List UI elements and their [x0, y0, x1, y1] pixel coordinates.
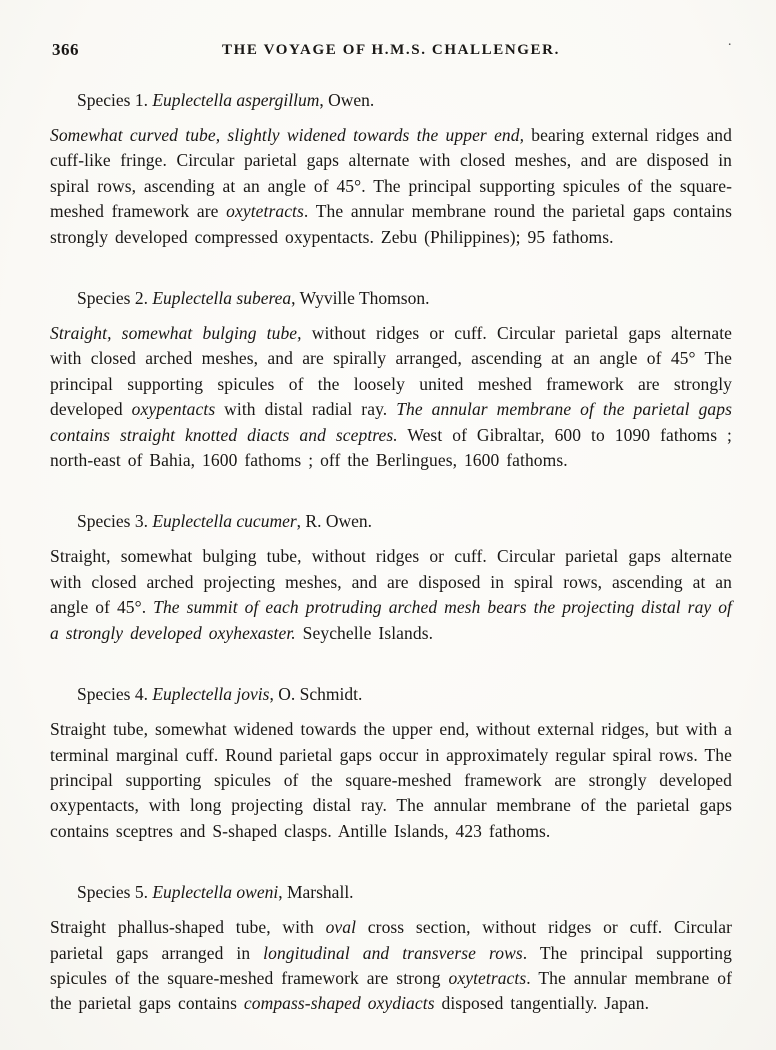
species-section-4 [50, 682, 732, 844]
species-description: Somewhat curved tube, slightly widened towards the upper end, bearing external ridges and cuff-like fringe. Circular parietal gaps alternate with closed meshes, and are disposed in spiral rows, ascending at an angle of 45°. The principal supporting spicules of the square-meshed framework are oxytetracts. The annular membrane round the parietal gaps contains strongly developed compressed oxypentacts. Zebu (Philippines); 95 fathoms. [50, 125, 732, 247]
species-heading: Species 1. Euplectella aspergillum, Owen. [77, 90, 375, 110]
species-section-1 [50, 88, 732, 250]
species-heading: Species 5. Euplectella oweni, Marshall. [77, 882, 354, 903]
species-description: Straight, somewhat bulging tube, without ridges or cuff. Circular parietal gaps alternate with closed arched projecting meshes, and are disposed in spiral rows, ascending at an angle of 45°. The summit of each protruding arched mesh bears the projecting distal ray of a strongly developed oxyhexaster. Seychelle Islands. [50, 546, 732, 643]
page-number: 366 [52, 40, 79, 59]
page-header [50, 40, 732, 64]
corner-mark: · [727, 38, 732, 53]
running-title: THE VOYAGE OF H.M.S. CHALLENGER. [222, 42, 560, 58]
species-section-2 [50, 286, 732, 473]
species-description: Straight phallus-shaped tube, with oval cross section, without ridges or cuff. Circular parietal gaps arranged in longitudinal and transverse rows. The principal supporting spicules of the square-meshed framework are strong oxytetracts. The annular membrane of the parietal gaps contains compass-shaped oxydiacts disposed tangentially. Japan. [50, 917, 732, 1014]
species-description: Straight tube, somewhat widened towards the upper end, without external ridges, but with a terminal marginal cuff. Round parietal gaps occur in approximately regular spiral rows. The principal supporting spicules of the square-meshed framework are strongly developed oxypentacts, with long projecting distal ray. The annular membrane of the parietal gaps contains sceptres and S-shaped clasps. Antille Islands, 423 fathoms. [50, 719, 732, 841]
species-section-3 [50, 509, 732, 646]
species-heading: Species 2. Euplectella suberea, Wyville Thomson. [77, 288, 430, 309]
page-body [50, 88, 732, 1017]
species-heading: Species 4. Euplectella jovis, O. Schmidt. [77, 684, 363, 705]
species-description: Straight, somewhat bulging tube, without ridges or cuff. Circular parietal gaps alternate with closed arched meshes, and are spirally arranged, ascending at an angle of 45° The principal supporting spicules of the loosely united meshed framework are strongly developed oxypentacts with distal radial ray. The annular membrane of the parietal gaps contains straight knotted diacts and sceptres. West of Gibraltar, 600 to 1090 fathoms ; north-east of Bahia, 1600 fathoms ; off the Berlingues, 1600 fathoms. [50, 323, 732, 471]
species-section-5 [50, 880, 732, 1017]
species-heading: Species 3. Euplectella cucumer, R. Owen. [77, 511, 373, 532]
